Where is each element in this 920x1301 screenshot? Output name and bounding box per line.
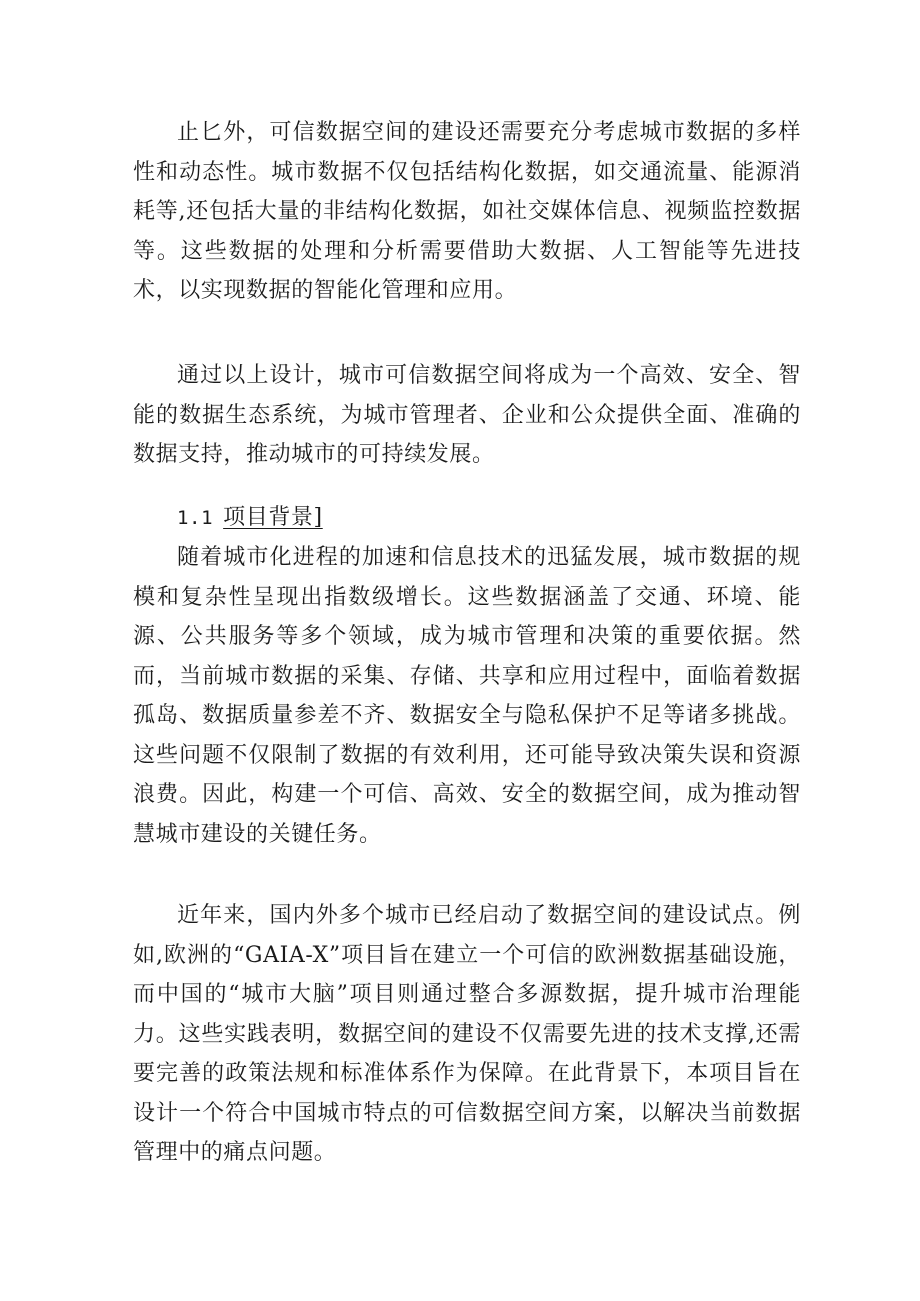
section-title: 项目背景]	[223, 505, 323, 530]
paragraph-background: 随着城市化进程的加速和信息技术的迅猛发展，城市数据的规模和复杂性呈现出指数级增长。这些数据涵盖了交通、环境、能源、公共服务等多个领域，成为城市管理和决策的重要依据。然而，当前城市数据的采集、存储、共享和应用过程中，面临着数据孤岛、数据质量参差不齐、数据安全与隐私保护不足等诸多挑战。这些问题不仅限制了数据的有效利用，还可能导致决策失误和资源浪费。因此，构建一个可信、高效、安全的数据空间，成为推动智慧城市建设的关键任务。	[133, 545, 801, 847]
paragraph-design-summary: 通过以上设计，城市可信数据空间将成为一个高效、安全、智能的数据生态系统，为城市管理者、企业和公众提供全面、准确的数据支持，推动城市的可持续发展。	[133, 363, 801, 467]
section-number: 1.1	[177, 507, 214, 529]
paragraph-pilot-projects: 近年来，国内外多个城市已经启动了数据空间的建设试点。例如,欧洲的“GAIA-X”项目旨在建立一个可信的欧洲数据基础设施，而中国的“城市大脑”项目则通过整合多源数据，提升城市治理能力。这些实践表明，数据空间的建设不仅需要先进的技术支撑,还需要完善的政策法规和标准体系作为保障。在此背景下，本项目旨在设计一个符合中国城市特点的可信数据空间方案，以解决当前数据管理中的痛点问题。	[133, 903, 801, 1165]
paragraph-data-diversity: 止匕外，可信数据空间的建设还需要充分考虑城市数据的多样性和动态性。城市数据不仅包括结构化数据，如交通流量、能源消耗等,还包括大量的非结构化数据，如社交媒体信息、视频监控数据等。这些数据的处理和分析需要借助大数据、人工智能等先进技术，以实现数据的智能化管理和应用。	[133, 120, 801, 303]
section-heading	[177, 503, 323, 533]
